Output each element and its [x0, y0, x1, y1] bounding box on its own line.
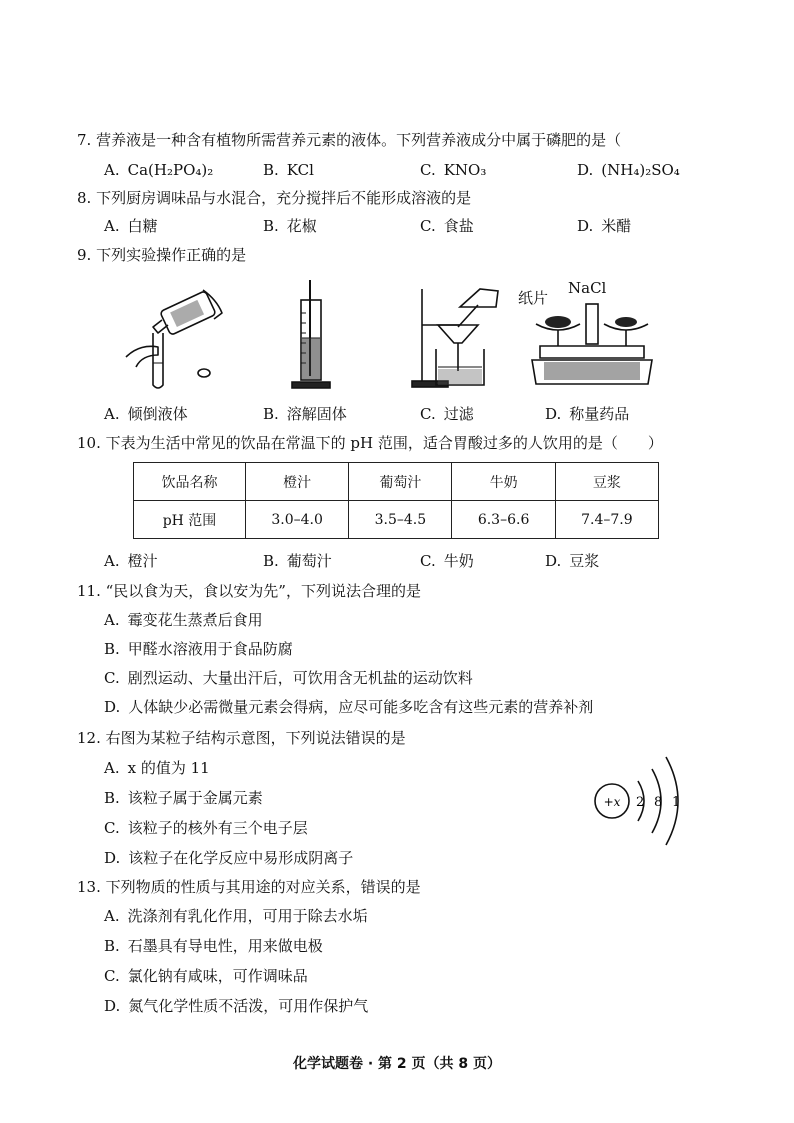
funnel [438, 325, 478, 343]
option-label: B. [104, 937, 120, 955]
option-label: D. [104, 849, 121, 867]
option-label: A. [104, 759, 120, 777]
question-8 [77, 188, 471, 208]
table-cell: 6.3–6.6 [452, 501, 555, 539]
question-13 [77, 877, 421, 897]
stopper [198, 369, 210, 377]
option-text: 过滤 [443, 405, 474, 423]
option-b [104, 788, 263, 808]
option-text: 洗涤剂有乳化作用，可用于除去水垢 [127, 907, 368, 925]
option-c [420, 216, 474, 236]
option-text: 剧烈运动、大量出汗后，可饮用含无机盐的运动饮料 [127, 669, 473, 687]
question-stem: 下列实验操作正确的是 [96, 246, 247, 264]
option-b [263, 551, 332, 571]
option-label: B. [263, 552, 279, 570]
option-text: 橙汁 [127, 552, 158, 570]
option-label: B. [104, 789, 120, 807]
option-label: C. [104, 819, 120, 837]
option-a [104, 906, 368, 926]
question-10 [77, 433, 663, 453]
option-text: 花椒 [286, 217, 317, 235]
table-header-row [134, 463, 659, 501]
option-label: D. [577, 161, 594, 179]
question-stem: 右图为某粒子结构示意图，下列说法错误的是 [105, 729, 406, 747]
option-text: 甲醛水溶液用于食品防腐 [127, 640, 293, 658]
option-b [263, 404, 347, 424]
option-label: B. [263, 217, 279, 235]
shell-electrons-2: 8 [654, 795, 663, 810]
option-label: B. [263, 405, 279, 423]
table-cell: 3.0–4.0 [246, 501, 349, 539]
option-label: D. [545, 405, 562, 423]
question-number: 12. [77, 729, 101, 747]
ph-table [133, 462, 659, 539]
option-label: B. [263, 161, 279, 179]
pouring-beaker [460, 289, 498, 307]
question-stem: 下表为生活中常见的饮品在常温下的 pH 范围，适合胃酸过多的人饮用的是（ ） [105, 434, 663, 452]
table-cell: 橙汁 [246, 463, 349, 501]
option-label: A. [104, 907, 120, 925]
option-text: 人体缺少必需微量元素会得病，应尽可能多吃含有这些元素的营养补剂 [128, 698, 594, 716]
option-label: D. [104, 997, 121, 1015]
option-a [104, 551, 158, 571]
question-number: 10. [77, 434, 101, 452]
table-cell: 豆浆 [555, 463, 658, 501]
option-label: C. [420, 405, 436, 423]
option-text: 溶解固体 [286, 405, 347, 423]
option-b [104, 936, 323, 956]
option-label: C. [420, 161, 436, 179]
pouring-liquid-figure [118, 285, 228, 390]
option-label: D. [577, 217, 594, 235]
test-tube [153, 333, 163, 388]
option-a [104, 610, 263, 630]
option-b [263, 216, 317, 236]
option-text: 食盐 [443, 217, 474, 235]
option-a [104, 758, 210, 778]
option-c [420, 160, 486, 180]
option-text: 该粒子属于金属元素 [127, 789, 263, 807]
question-number: 8. [77, 189, 92, 207]
nucleus-charge: +x [603, 795, 621, 809]
option-text: Ca(H₂PO₄)₂ [127, 161, 214, 179]
option-a [104, 404, 188, 424]
option-label: A. [104, 552, 120, 570]
table-cell: 葡萄汁 [349, 463, 452, 501]
option-text: KCl [286, 161, 314, 179]
table-cell: 牛奶 [452, 463, 555, 501]
option-b [263, 160, 314, 180]
option-text: 牛奶 [443, 552, 474, 570]
question-12 [77, 728, 406, 748]
balance-figure [528, 300, 656, 388]
question-number: 13. [77, 878, 101, 896]
option-d [104, 848, 353, 868]
option-text: 米醋 [601, 217, 632, 235]
option-text: 倾倒液体 [127, 405, 188, 423]
question-11 [77, 581, 421, 601]
option-text: 白糖 [127, 217, 158, 235]
option-text: 氮气化学性质不活泼，可用作保护气 [128, 997, 369, 1015]
question-9 [77, 245, 246, 265]
option-label: B. [104, 640, 120, 658]
shell-electrons-3: 1 [672, 795, 681, 810]
bottle-neck [153, 320, 168, 333]
option-text: 葡萄汁 [286, 552, 332, 570]
option-d [545, 551, 599, 571]
question-number: 11. [77, 582, 101, 600]
page-footer: 化学试题卷 · 第 2 页（共 8 页） [292, 1056, 502, 1072]
option-label: A. [104, 611, 120, 629]
option-c [104, 966, 308, 986]
option-text: 石墨具有导电性，用来做电极 [127, 937, 323, 955]
cylinder-base [292, 382, 330, 388]
paper-label: 纸片 [518, 289, 549, 307]
option-b [104, 639, 293, 659]
option-label: A. [104, 161, 120, 179]
option-label: D. [545, 552, 562, 570]
question-stem: “民以食为天，食以安为先”，下列说法合理的是 [105, 582, 421, 600]
table-cell: pH 范围 [134, 501, 246, 539]
option-label: A. [104, 217, 120, 235]
pouring-stream [458, 305, 478, 327]
option-label: A. [104, 405, 120, 423]
option-a [104, 216, 158, 236]
option-d [104, 996, 368, 1016]
option-d [104, 697, 593, 717]
option-text: 豆浆 [569, 552, 600, 570]
option-label: D. [104, 698, 121, 716]
option-d [577, 216, 631, 236]
question-number: 7. [77, 131, 92, 149]
option-text: KNO₃ [443, 161, 487, 179]
option-d [545, 404, 629, 424]
option-text: 氯化钠有咸味，可作调味品 [127, 967, 308, 985]
option-c [420, 551, 474, 571]
balance-pillar [586, 304, 598, 344]
option-c [420, 404, 474, 424]
option-c [104, 818, 308, 838]
option-text: 霉变花生蒸煮后食用 [127, 611, 263, 629]
option-label: C. [104, 669, 120, 687]
weight [615, 317, 637, 327]
option-text: 该粒子在化学反应中易形成阴离子 [128, 849, 354, 867]
option-text: 该粒子的核外有三个电子层 [127, 819, 308, 837]
question-stem: 下列厨房调味品与水混合，充分搅拌后不能形成溶液的是 [96, 189, 472, 207]
question-stem: 下列物质的性质与其用途的对应关系，错误的是 [105, 878, 421, 896]
question-stem: 营养液是一种含有植物所需营养元素的液体。下列营养液成分中属于磷肥的是（ [96, 131, 622, 149]
option-a [104, 160, 213, 180]
option-c [104, 668, 473, 688]
table-cell: 3.5–4.5 [349, 501, 452, 539]
balance-beam [540, 346, 644, 358]
question-7 [77, 130, 621, 150]
nacl-label: NaCl [568, 279, 607, 297]
option-text: x 的值为 11 [127, 759, 210, 777]
atom-structure-diagram [590, 755, 700, 850]
table-cell: 7.4–7.9 [555, 501, 658, 539]
option-text: 称量药品 [569, 405, 630, 423]
option-text: (NH₄)₂SO₄ [601, 161, 680, 179]
table-cell: 饮品名称 [134, 463, 246, 501]
option-d [577, 160, 680, 180]
option-label: C. [420, 552, 436, 570]
option-label: C. [420, 217, 436, 235]
shell-electrons-1: 2 [636, 795, 645, 810]
weighing-paper [545, 316, 571, 328]
graduated-cylinder-figure [288, 278, 338, 390]
filtration-figure [408, 285, 508, 390]
question-number: 9. [77, 246, 92, 264]
option-label: C. [104, 967, 120, 985]
table-row [134, 501, 659, 539]
